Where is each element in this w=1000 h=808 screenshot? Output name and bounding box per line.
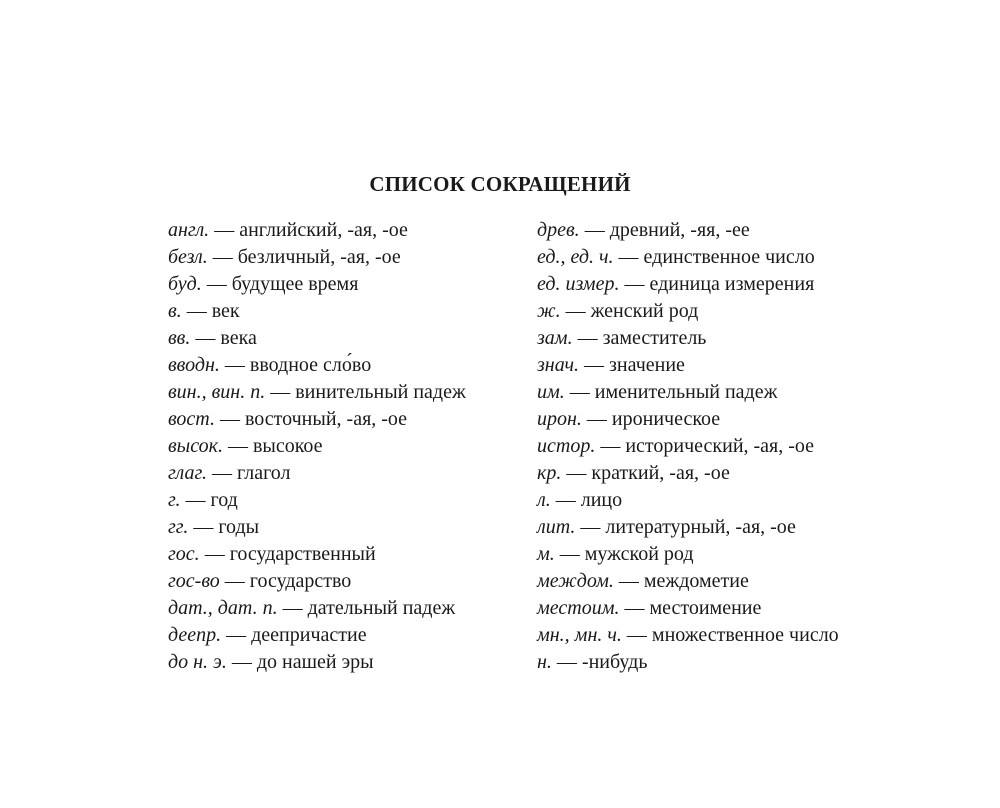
abbreviation-meaning: значение [609, 354, 685, 376]
separator-dash: — [584, 354, 605, 376]
separator-dash: — [231, 651, 252, 673]
separator-dash: — [224, 354, 245, 376]
abbreviation-meaning: местоимение [649, 597, 762, 619]
abbreviation-term: зам. [537, 327, 573, 349]
abbreviation-meaning: век [211, 300, 240, 322]
abbreviation-term: ирон. [537, 408, 582, 430]
abbreviation-meaning: -нибудь [581, 651, 648, 673]
separator-dash: — [559, 543, 580, 565]
abbreviation-term: безл. [168, 246, 208, 268]
abbreviation-entry [537, 271, 839, 298]
abbreviation-meaning: века [220, 327, 257, 349]
abbreviation-meaning: до нашей эры [256, 651, 374, 673]
abbreviation-entry [168, 271, 466, 298]
separator-dash: — [186, 300, 207, 322]
abbreviation-meaning: краткий, -ая, -ое [591, 462, 730, 484]
abbreviation-term: высок. [168, 435, 223, 457]
abbreviation-meaning: высокое [252, 435, 323, 457]
abbreviation-entry [537, 379, 839, 406]
abbreviation-meaning: безличный, -ая, -ое [237, 246, 401, 268]
abbreviation-meaning: ироническое [611, 408, 721, 430]
abbreviation-meaning: государственный [229, 543, 376, 565]
separator-dash: — [586, 408, 607, 430]
abbreviation-entry [168, 217, 466, 244]
abbreviation-entry [168, 622, 466, 649]
abbreviation-term: в. [168, 300, 182, 322]
abbreviation-meaning: будущее время [231, 273, 359, 295]
abbreviation-meaning: годы [218, 516, 260, 538]
separator-dash: — [555, 489, 576, 511]
separator-dash: — [566, 462, 587, 484]
abbreviation-entry [537, 433, 839, 460]
abbreviation-term: г. [168, 489, 181, 511]
abbreviation-term: вин., вин. п. [168, 381, 266, 403]
abbreviation-column-left [168, 217, 466, 676]
abbreviation-entry [537, 460, 839, 487]
abbreviation-meaning: лицо [580, 489, 623, 511]
separator-dash: — [556, 651, 577, 673]
separator-dash: — [204, 543, 225, 565]
abbreviation-term: ед. измер. [537, 273, 620, 295]
separator-dash: — [584, 219, 605, 241]
abbreviation-term: л. [537, 489, 551, 511]
separator-dash: — [600, 435, 621, 457]
abbreviation-meaning: заместитель [602, 327, 707, 349]
separator-dash: — [624, 273, 645, 295]
abbreviation-term: междом. [537, 570, 614, 592]
separator-dash: — [282, 597, 303, 619]
abbreviation-meaning: деепричастие [251, 624, 367, 646]
abbreviation-meaning: единица измерения [649, 273, 815, 295]
abbreviation-meaning: литературный, -ая, -ое [605, 516, 796, 538]
abbreviation-entry [537, 649, 839, 676]
abbreviation-term: англ. [168, 219, 210, 241]
separator-dash: — [618, 570, 639, 592]
abbreviation-entry [168, 460, 466, 487]
abbreviation-meaning: исторический, -ая, -ое [625, 435, 815, 457]
abbreviation-meaning: вводное сло́во [249, 354, 372, 376]
abbreviation-meaning: английский, -ая, -ое [239, 219, 408, 241]
separator-dash: — [214, 219, 235, 241]
abbreviation-meaning: винительный падеж [295, 381, 466, 403]
abbreviation-term: им. [537, 381, 565, 403]
abbreviation-meaning: глагол [237, 462, 291, 484]
abbreviation-entry [537, 487, 839, 514]
separator-dash: — [565, 300, 586, 322]
abbreviation-entry [537, 541, 839, 568]
abbreviation-term: деепр. [168, 624, 222, 646]
separator-dash: — [212, 462, 233, 484]
separator-dash: — [212, 246, 233, 268]
page-title: СПИСОК СОКРАЩЕНИЙ [369, 172, 631, 196]
abbreviation-entry [537, 352, 839, 379]
abbreviation-entry [168, 433, 466, 460]
abbreviation-entry [168, 514, 466, 541]
abbreviation-column-right [537, 217, 839, 676]
separator-dash: — [577, 327, 598, 349]
separator-dash: — [195, 327, 216, 349]
abbreviation-entry [168, 244, 466, 271]
abbreviation-entry [168, 406, 466, 433]
abbreviation-meaning: государство [249, 570, 352, 592]
abbreviation-entry [537, 217, 839, 244]
abbreviation-term: н. [537, 651, 552, 673]
abbreviation-entry [537, 568, 839, 595]
separator-dash: — [618, 246, 639, 268]
abbreviation-entry [537, 622, 839, 649]
abbreviation-term: м. [537, 543, 555, 565]
abbreviation-entry [168, 487, 466, 514]
separator-dash: — [185, 489, 206, 511]
abbreviation-term: кр. [537, 462, 562, 484]
abbreviation-term: гос-во [168, 570, 220, 592]
abbreviation-term: дат., дат. п. [168, 597, 278, 619]
abbreviation-term: глаг. [168, 462, 208, 484]
abbreviation-entry [537, 244, 839, 271]
separator-dash: — [206, 273, 227, 295]
abbreviation-entry [537, 325, 839, 352]
abbreviation-term: буд. [168, 273, 202, 295]
abbreviation-entry [168, 325, 466, 352]
separator-dash: — [569, 381, 590, 403]
separator-dash: — [219, 408, 240, 430]
abbreviation-meaning: именительный падеж [594, 381, 778, 403]
abbreviation-term: знач. [537, 354, 580, 376]
separator-dash: — [227, 435, 248, 457]
abbreviation-entry [537, 406, 839, 433]
abbreviation-term: местоим. [537, 597, 620, 619]
abbreviation-term: вв. [168, 327, 191, 349]
abbreviation-term: вводн. [168, 354, 220, 376]
abbreviation-term: древ. [537, 219, 580, 241]
abbreviation-entry [168, 568, 466, 595]
abbreviation-meaning: междометие [643, 570, 749, 592]
abbreviation-entry [168, 595, 466, 622]
abbreviation-entry [168, 649, 466, 676]
abbreviation-term: гг. [168, 516, 189, 538]
separator-dash: — [270, 381, 291, 403]
separator-dash: — [226, 624, 247, 646]
abbreviation-term: ж. [537, 300, 561, 322]
abbreviation-term: ед., ед. ч. [537, 246, 614, 268]
abbreviation-meaning: мужской род [584, 543, 694, 565]
abbreviation-term: истор. [537, 435, 596, 457]
abbreviation-term: лит. [537, 516, 576, 538]
abbreviation-meaning: дательный падеж [307, 597, 456, 619]
abbreviation-meaning: восточный, -ая, -ое [244, 408, 408, 430]
abbreviation-entry [168, 541, 466, 568]
abbreviation-entry [168, 379, 466, 406]
abbreviation-meaning: год [210, 489, 238, 511]
abbreviation-term: мн., мн. ч. [537, 624, 622, 646]
separator-dash: — [624, 597, 645, 619]
separator-dash: — [224, 570, 245, 592]
abbreviation-entry [168, 352, 466, 379]
separator-dash: — [580, 516, 601, 538]
abbreviation-entry [537, 514, 839, 541]
separator-dash: — [626, 624, 647, 646]
separator-dash: — [193, 516, 214, 538]
abbreviation-entry [537, 595, 839, 622]
abbreviation-meaning: единственное число [643, 246, 815, 268]
abbreviation-entry [168, 298, 466, 325]
abbreviation-meaning: женский род [590, 300, 699, 322]
abbreviation-term: до н. э. [168, 651, 227, 673]
abbreviation-term: гос. [168, 543, 200, 565]
abbreviation-term: вост. [168, 408, 215, 430]
abbreviation-entry [537, 298, 839, 325]
abbreviation-meaning: множественное число [651, 624, 839, 646]
abbreviation-meaning: древний, -яя, -ее [609, 219, 750, 241]
